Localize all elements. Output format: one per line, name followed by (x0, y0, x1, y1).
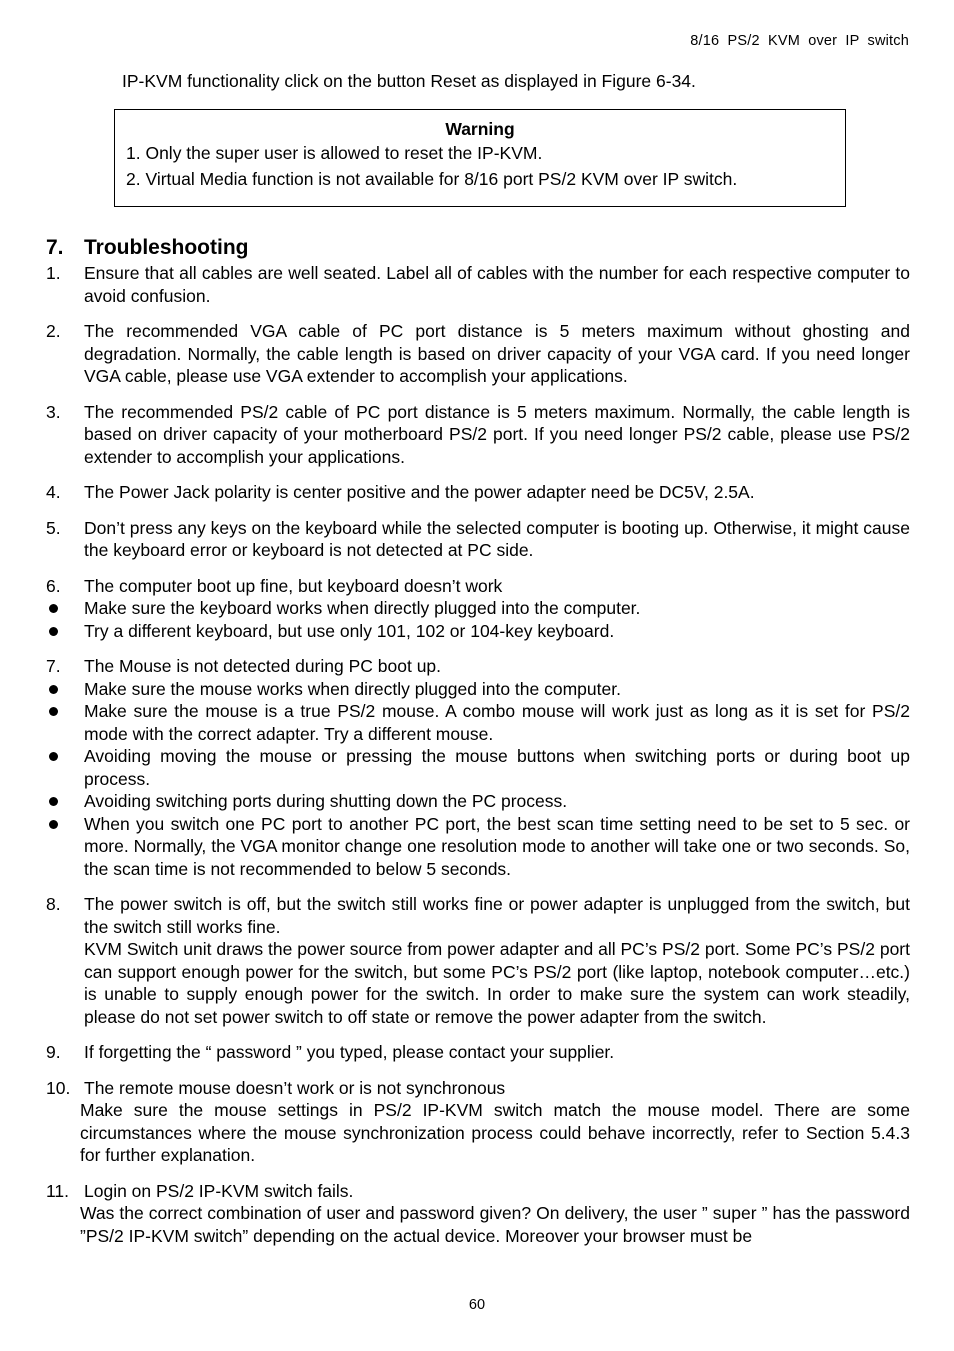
item-number: 11. (46, 1180, 70, 1201)
bullet-text: Make sure the mouse is a true PS/2 mouse. A combo mouse will work just as long as it is set for PS/2 mode with the correct adapter. Try a different mouse. (84, 701, 910, 744)
bullet-text: Make sure the keyboard works when directly plugged into the computer. (84, 598, 641, 618)
list-item (46, 893, 910, 1028)
item-number: 8. (46, 894, 61, 914)
warning-box (114, 109, 846, 207)
bullet-item (46, 597, 910, 620)
warning-line: 2. Virtual Media function is not available for 8/16 port PS/2 KVM over IP switch. (126, 169, 738, 189)
list-item (46, 481, 910, 504)
item-detail: KVM Switch unit draws the power source from power adapter and all PC’s PS/2 port. Some PC’s PS/2 port can support enough power for the switch, but some PC’s PS/2 port (like laptop, notebook computer…etc.) is unable to supply enough power for the switch. In order to make sure the system can work steadily, please do not set power switch to off state or remove the power adapter from the switch. (84, 939, 910, 1027)
list-item (46, 1077, 910, 1167)
item-text: Ensure that all cables are well seated. Label all of cables with the number for each respective computer to avoid confusion. (84, 263, 910, 306)
item-detail: Was the correct combination of user and password given? On delivery, the user ” super ” has the password ”PS/2 IP-KVM switch” depending on the actual device. Moreover your browser must be (80, 1203, 910, 1246)
bullet-text: When you switch one PC port to another PC port, the best scan time setting need to be set to 5 sec. or more. Normally, the VGA monitor change one resolution mode to another will take one or two seconds. So, the scan time is not recommended to below 5 seconds. (84, 813, 910, 879)
item-text: The computer boot up fine, but keyboard doesn’t work (84, 575, 503, 596)
item-text: The recommended VGA cable of PC port distance is 5 meters maximum without ghosting and degradation. Normally, the cable length is based on driver capacity of your VGA card. If you need longer VGA cable, please use VGA extender to accomplish your applications. (84, 321, 910, 386)
list-item (46, 575, 910, 643)
bullet-icon (49, 627, 58, 636)
item-text: Don’t press any keys on the keyboard while the selected computer is booting up. Otherwise, it might cause the keyboard error or keyboard is not detected at PC side. (84, 517, 910, 560)
list-item (46, 262, 910, 307)
item-number: 3. (46, 401, 61, 422)
running-header: 8/16 PS/2 KVM over IP switch (690, 33, 909, 49)
warning-title: Warning (445, 119, 515, 139)
troubleshooting-list (46, 262, 910, 1260)
bullet-icon (49, 604, 58, 613)
bullet-text: Try a different keyboard, but use only 101, 102 or 104-key keyboard. (84, 620, 615, 641)
bullet-text: Make sure the mouse works when directly plugged into the computer. (84, 678, 621, 699)
item-heading (46, 893, 910, 938)
list-item (46, 320, 910, 388)
bullet-icon (49, 797, 58, 806)
intro-paragraph: IP-KVM functionality click on the button Reset as displayed in Figure 6-34. (122, 71, 696, 91)
bullet-text: Avoiding switching ports during shutting down the PC process. (84, 791, 568, 811)
bullet-item (46, 790, 910, 813)
item-text: If forgetting the “ password ” you typed, please contact your supplier. (84, 1042, 615, 1062)
section-number: 7. (46, 236, 64, 259)
list-item (46, 517, 910, 562)
bullet-item (46, 745, 910, 790)
item-heading (46, 575, 910, 598)
bullet-item (46, 620, 910, 643)
bullet-item (46, 813, 910, 881)
section-heading (46, 236, 248, 260)
bullet-icon (49, 752, 58, 761)
bullet-icon (49, 707, 58, 716)
item-number: 7. (46, 656, 61, 676)
item-text: The recommended PS/2 cable of PC port distance is 5 meters maximum. Normally, the cable length is based on driver capacity of your motherboard PS/2 port. If you need longer PS/2 cable, please use PS/2 extender to accomplish your applications. (84, 401, 910, 467)
bullet-text: Avoiding moving the mouse or pressing the mouse buttons when switching ports or during boot up process. (84, 746, 910, 789)
bullet-item (46, 678, 910, 701)
item-text: The Power Jack polarity is center positive and the power adapter need be DC5V, 2.5A. (84, 482, 755, 502)
item-heading (46, 1180, 910, 1203)
bullet-item (46, 700, 910, 745)
item-text: The remote mouse doesn’t work or is not synchronous (84, 1077, 506, 1098)
item-number: 1. (46, 263, 61, 283)
page-number: 60 (468, 1297, 486, 1313)
item-heading (46, 1077, 910, 1100)
item-number: 5. (46, 517, 61, 538)
warning-line: 1. Only the super user is allowed to reset the IP-KVM. (126, 143, 543, 163)
bullet-icon (49, 820, 58, 829)
section-title: Troubleshooting (84, 236, 249, 259)
item-text: The Mouse is not detected during PC boot up. (84, 656, 442, 676)
list-item (46, 401, 910, 469)
item-text: The power switch is off, but the switch still works fine or power adapter is unplugged from the switch, but the switch still works fine. (84, 894, 910, 937)
bullet-icon (49, 685, 58, 694)
item-number: 10. (46, 1077, 71, 1098)
item-number: 2. (46, 321, 61, 341)
item-heading (46, 655, 910, 678)
list-item (46, 1180, 910, 1248)
list-item (46, 655, 910, 880)
item-number: 4. (46, 482, 61, 502)
item-number: 6. (46, 575, 61, 596)
item-text: Login on PS/2 IP-KVM switch fails. (84, 1180, 354, 1201)
item-number: 9. (46, 1042, 61, 1062)
item-detail: Make sure the mouse settings in PS/2 IP-KVM switch match the mouse model. There are some circumstances where the mouse synchronization process could behave incorrectly, refer to Section 5.4.3 for further explanation. (80, 1100, 910, 1165)
list-item (46, 1041, 910, 1064)
